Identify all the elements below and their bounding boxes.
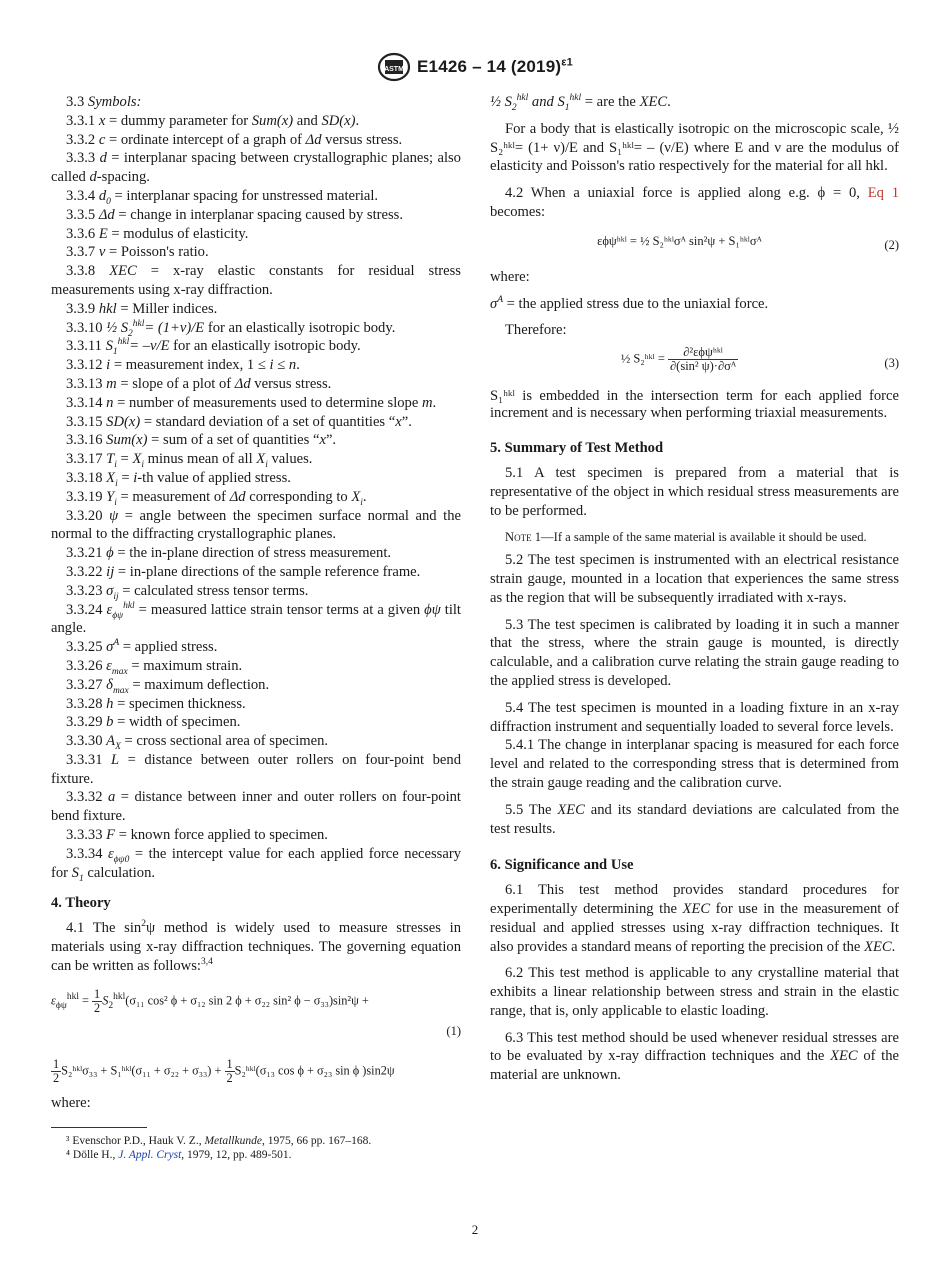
- where-label: where:: [51, 1095, 91, 1112]
- item-3-3-24: 3.3.24 $\varepsilon_{\phi\psi}^{hkl}$ = measured lattice strain tensor terms at a given ϕψ tilt angle.: [51, 600, 461, 637]
- item-3-3-1: 3.3.1 x = dummy parameter for Sum(x) and SD(x).: [66, 112, 360, 129]
- item-3-3-33: 3.3.33 F = known force applied to specimen.: [66, 827, 328, 844]
- paragraph-5-1: 5.1 A test specimen is prepared from a material that is representative of the object in which residual stress measurements are to be performed.: [490, 464, 899, 519]
- paragraph-s1: S₁ʰᵏˡ is embedded in the intersection term for each applied force increment and is necessary when performing triaxial measurements.: [490, 388, 899, 421]
- equation-1: $\varepsilon_{\phi\psi}^{hkl}$ = $\frac{1}{2}$ $S_2^{hkl}(\sigma_{11}$ cos² ϕ + σ₁₂ sin 2 ϕ + σ₂₂ sin² ϕ − σ₃₃)sin²ψ +: [51, 986, 369, 1015]
- footnote-3: ³ Evenschor P.D., Hauk V. Z., Metallkunde, 1975, 66 pp. 167–168.: [66, 1135, 372, 1148]
- item-3-3-21: 3.3.21 ϕ = the in-plane direction of stress measurement.: [66, 545, 392, 562]
- paragraph-6-3: 6.3 This test method should be used whenever residual stresses are to be evaluated by x-ray diffraction techniques and the XEC of the material are unknown.: [490, 1029, 899, 1084]
- item-3-3-9: 3.3.9 hkl = Miller indices.: [66, 300, 218, 317]
- item-3-3-27: 3.3.27 $\delta_{max}$ = maximum deflection.: [66, 676, 270, 696]
- page-header: [0, 52, 950, 87]
- item-3-3-17: 3.3.17 $T_i = X_i$ minus mean of all $X_i$ values.: [66, 451, 313, 471]
- item-3-3-11: 3.3.11 $S_1^{hkl}= -\nu/E$ for an elastically isotropic body.: [66, 337, 361, 358]
- item-3-3-18: 3.3.18 $X_i = i-th$ value of applied stress.: [66, 469, 291, 489]
- item-3-3-19: 3.3.19 $Y_i$ = measurement of Δd corresponding to $X_i$.: [66, 488, 367, 508]
- equation-1-number: (1): [446, 1023, 461, 1038]
- paragraph-5-4-1: 5.4.1 The change in interplanar spacing is measured for each force level and related to the corresponding stress that is determined from the strain gauge reading and the calibration curve.: [490, 737, 899, 791]
- left-column: [51, 93, 461, 1162]
- item-3-3-26: 3.3.26 $\varepsilon_{max}$ = maximum strain.: [66, 657, 243, 677]
- item-3-3-14: 3.3.14 n = number of measurements used to determine slope m.: [66, 394, 437, 411]
- paragraph-6-1: 6.1 This test method provides standard procedures for experimentally determining the XEC for use in the measurement of residual and applied stresses using x-ray diffraction techniques. It also provides a standard means of reporting the precision of the XEC.: [490, 882, 900, 955]
- paragraph-6-2: 6.2 This test method is applicable to any crystalline material that exhibits a linear relationship between stress and strain in the elastic range, that is, only applicable to elastic loading.: [490, 965, 899, 1019]
- astm-logo-icon: [377, 52, 411, 82]
- item-3-3-5: 3.3.5 Δd = change in interplanar spacing caused by stress.: [66, 206, 403, 223]
- paragraph-isotropic: For a body that is elastically isotropic on the microscopic scale, ½ S₂ʰᵏˡ= (1+ ν)/E and S₁ʰᵏˡ= – (ν/E) where E and ν are the modulus of elasticity and Poisson's ratio respectively for the material for all hkl.: [490, 120, 899, 175]
- sigma-a-definition: $\sigma^A$ = the applied stress due to the uniaxial force.: [490, 294, 769, 312]
- heading-significance: 6. Significance and Use: [490, 857, 634, 874]
- paragraph-5-3: 5.3 The test specimen is calibrated by loading it in such a manner that the stress, where the strain gauge is mounted, is directly calculable, and a calibration curve relating the strain gauge reading to the applied stress is developed.: [490, 616, 899, 689]
- item-3-3-23: 3.3.23 $\sigma_{ij}$ = calculated stress tensor terms.: [66, 582, 309, 602]
- eq1-link[interactable]: Eq 1: [867, 185, 899, 202]
- item-3-3-4: 3.3.4 $d_0$ = interplanar spacing for unstressed material.: [66, 187, 379, 207]
- item-3-3-25: 3.3.25 $\sigma^A$ = applied stress.: [66, 638, 218, 656]
- item-3-3-20: 3.3.20 ψ = angle between the specimen surface normal and the normal to the diffracting crystallographic planes.: [51, 507, 461, 543]
- item-3-3-28: 3.3.28 h = specimen thickness.: [66, 695, 246, 712]
- equation-3: ½ S₂ʰᵏˡ = $\frac{\text{∂²εϕψʰᵏˡ}}{\text{∂(sin² ψ)·∂σᴬ}}$ (3): [620, 345, 899, 374]
- paragraph-5-4: 5.4 The test specimen is mounted in a loading fixture in an x-ray diffraction instrument and sequentially loaded to several force levels.: [490, 699, 899, 735]
- therefore-label: Therefore:: [505, 322, 567, 339]
- document-designation: E1426 – 14 $(2019)^{\varepsilon 1}$: [417, 56, 573, 76]
- item-3-3-34: 3.3.34 $\varepsilon_{\phi\psi 0}$ = the intercept value for each applied force necessary for $S_1$ calculation.: [51, 845, 461, 884]
- paragraph-4-1: 4.1 The $\sin^2\psi$ method is widely used to measure stresses in materials using x-ray diffraction techniques. The governing equation can be written as follows:$^{3,4}$: [51, 919, 461, 974]
- footnote-divider: [51, 1127, 147, 1128]
- item-3-3-12: 3.3.12 i = measurement index, 1 ≤ i ≤ n.: [66, 357, 300, 374]
- item-3-3-31: 3.3.31 L = distance between outer rollers on four-point bend fixture.: [51, 751, 461, 787]
- item-3-3-32: 3.3.32 a = distance between inner and outer rollers on four-point bend fixture.: [51, 789, 461, 825]
- xec-definition: ½ $S_2^{hkl}$ and $S_1^{hkl}$ = are the XEC.: [490, 93, 671, 113]
- heading-summary: 5. Summary of Test Method: [490, 440, 664, 457]
- item-3-3-29: 3.3.29 b = width of specimen.: [66, 714, 241, 731]
- equation-1-continued: $\frac{1}{2}$ S₂ʰᵏˡσ₃₃ + S₁ʰᵏˡ(σ₁₁ + σ₂₂ + σ₃₃) + $\frac{1}{2}$ S₂ʰᵏˡ(σ₁₃ cos ϕ + σ₂₃ sin ϕ )sin2ψ: [53, 1057, 395, 1086]
- footnote-4-link[interactable]: J. Appl. Cryst: [118, 1149, 182, 1162]
- paragraph-5-2: 5.2 The test specimen is instrumented with an electrical resistance strain gauge, mounted in a location that experiences the same stress as the region that will be subsequently irradiated with x-rays.: [490, 552, 899, 606]
- item-3-3-10: 3.3.10 ½ $S_2^{hkl}= (1+\nu)/E$ for an elastically isotropic body.: [66, 318, 396, 339]
- item-3-3-3: 3.3.3 d = interplanar spacing between crystallographic planes; also called d-spacing.: [51, 150, 461, 186]
- item-3-3-7: 3.3.7 ν = Poisson's ratio.: [66, 244, 209, 261]
- heading-theory: 4. Theory: [51, 895, 111, 912]
- paragraph-4-2: 4.2 When a uniaxial force is applied along e.g. ϕ = 0, Eq 1 becomes:: [490, 185, 899, 220]
- footnote-4: ⁴ Dölle H., J. Appl. Cryst, 1979, 12, pp. 489-501.: [66, 1149, 292, 1162]
- note-1: Note 1—If a sample of the same material is available it should be used.: [505, 530, 867, 545]
- item-3-3-13: 3.3.13 m = slope of a plot of Δd versus stress.: [66, 375, 332, 392]
- where-label-2: where:: [490, 268, 530, 285]
- item-3-3-6: 3.3.6 E = modulus of elasticity.: [66, 225, 249, 242]
- item-3-3-16: 3.3.16 Sum(x) = sum of a set of quantities “x”.: [66, 432, 337, 449]
- svg-text:ASTM: ASTM: [384, 66, 404, 73]
- item-3-3-30: 3.3.30 $A_X$ = cross sectional area of specimen.: [66, 733, 329, 752]
- page-number: 2: [471, 1222, 479, 1237]
- item-3-3-22: 3.3.22 ij = in-plane directions of the sample reference frame.: [66, 563, 421, 580]
- item-3-3-15: 3.3.15 SD(x) = standard deviation of a set of quantities “x”.: [66, 413, 412, 430]
- right-column: [490, 93, 899, 1085]
- section-3-3: 3.3 Symbols:: [66, 94, 142, 110]
- item-3-3-2: 3.3.2 c = ordinate intercept of a graph of Δd versus stress.: [66, 131, 403, 148]
- equation-2: εϕψʰᵏˡ = ½ S₂ʰᵏˡσᴬ sin²ψ + S₁ʰᵏˡσᴬ (2): [597, 233, 899, 252]
- paragraph-5-5: 5.5 The XEC and its standard deviations are calculated from the test results.: [490, 801, 899, 837]
- item-3-3-8: 3.3.8 XEC = x-ray elastic constants for residual stress measurements using x-ray diffraction.: [51, 263, 461, 298]
